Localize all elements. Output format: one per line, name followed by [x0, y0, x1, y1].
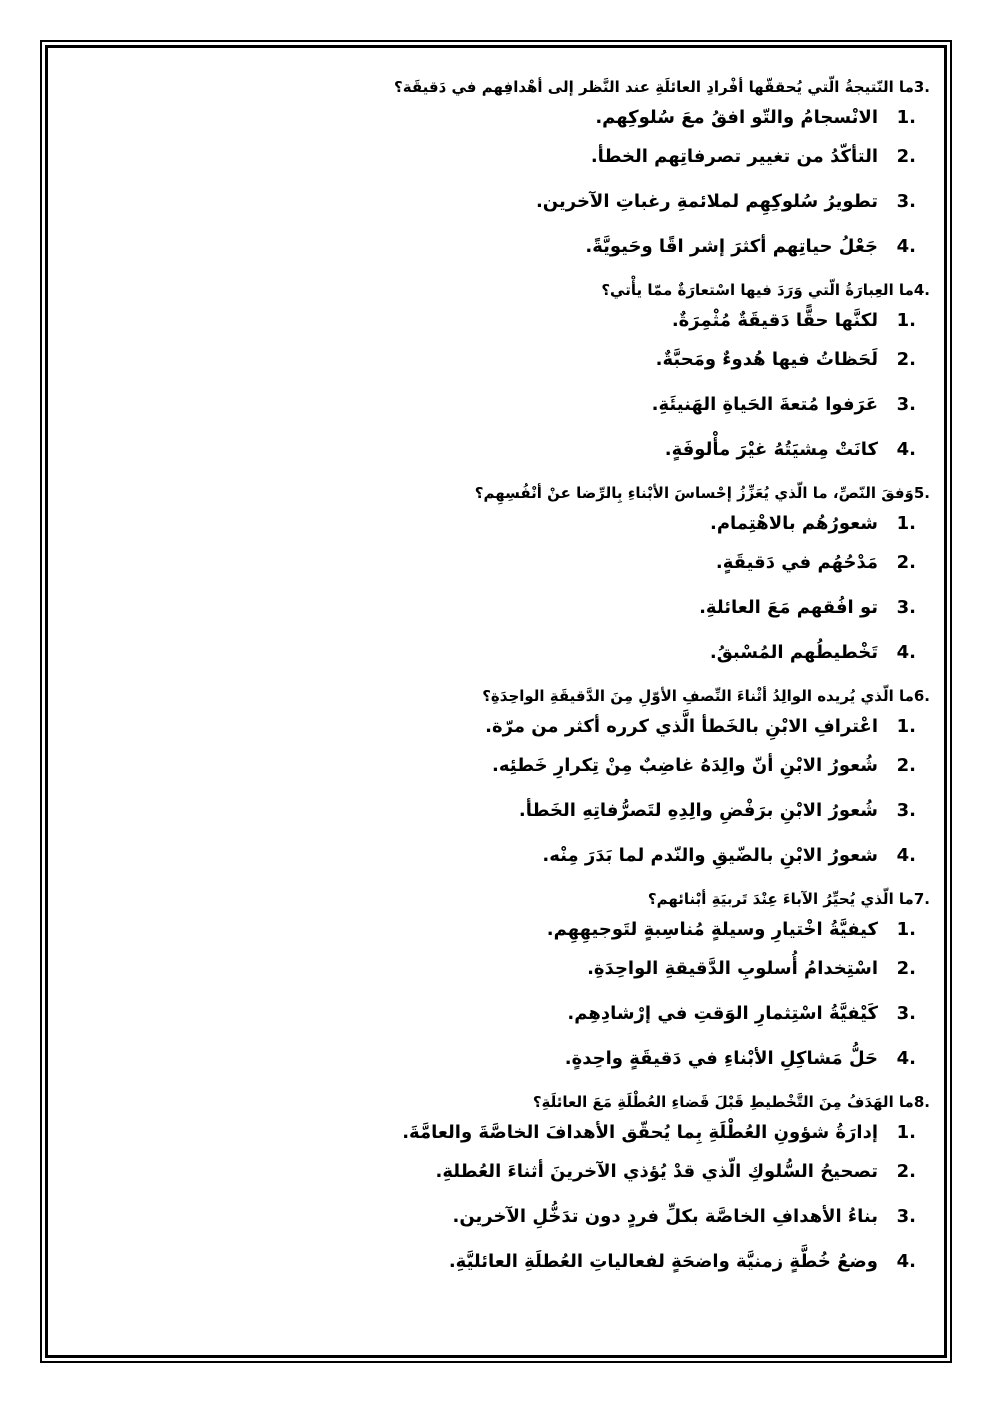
option-text: جَعْلُ حياتِهم أكثرَ إشر اقًا وحَيويَّةً. [585, 236, 878, 257]
question-text: ما العِبارَةُ الّتي وَرَدَ فيها اسْتعارَةٌ ممّا يأْتي؟ [601, 281, 914, 299]
option-text: اعْترافِ الابْنِ بالخَطأ الَّذي كرره أكثر من مرّة. [485, 715, 878, 737]
answer-option[interactable] [70, 1036, 930, 1081]
option-number: 4. [896, 236, 916, 257]
answer-options [70, 1115, 930, 1284]
option-text: وضعُ خُطَّةٍ زمنيَّة واضحَةٍ لفعالياتِ العُطلَةِ العائليَّةِ. [448, 1251, 878, 1272]
answer-option[interactable] [70, 1115, 930, 1149]
question-8 [70, 1089, 930, 1284]
answer-option[interactable] [70, 100, 930, 134]
question-5 [70, 480, 930, 675]
answer-option[interactable] [70, 179, 930, 224]
answer-option[interactable] [70, 946, 930, 991]
question-number: 8. [913, 1093, 930, 1111]
option-number: 4. [896, 1048, 916, 1069]
answer-option[interactable] [70, 1149, 930, 1194]
option-text: شعورُ الابْنِ بالضّيقِ والنّدم لما بَدَرَ مِنْه. [542, 845, 878, 866]
question-7-title [70, 886, 930, 912]
answer-option[interactable] [70, 709, 930, 743]
question-number: 5. [913, 484, 930, 502]
option-text: تو افُقهم مَعَ العائلةِ. [699, 597, 878, 618]
question-number: 6. [913, 687, 930, 705]
question-text: ما الهَدَفُ مِنَ التَّخْطيطِ قَبْلَ قَضاءِ العُطْلَةِ مَعَ العائلَةِ؟ [532, 1093, 914, 1111]
answer-option[interactable] [70, 1194, 930, 1239]
option-text: اسْتِخدامُ أُسلوبِ الدَّقيقةِ الواحِدَةِ. [587, 958, 878, 979]
question-3 [70, 74, 930, 269]
answer-option[interactable] [70, 788, 930, 833]
answer-options [70, 506, 930, 675]
answer-option[interactable] [70, 540, 930, 585]
option-text: إدارَةُ شؤونِ العُطْلَةِ بِما يُحقّق الأهدافَ الخاصَّةَ والعامَّةَ. [402, 1121, 878, 1143]
option-number: 2. [896, 349, 916, 370]
question-number: 7. [913, 890, 930, 908]
option-number: 2. [896, 755, 916, 776]
option-number: 1. [896, 512, 916, 534]
answer-option[interactable] [70, 427, 930, 472]
spacer [70, 878, 930, 886]
question-7 [70, 886, 930, 1081]
question-sheet [70, 74, 930, 1284]
option-text: شُعورُ الابْنِ أنّ والِدَهُ غاضِبٌ مِنْ تِكرارِ خَطئِه. [492, 755, 878, 776]
question-5-title [70, 480, 930, 506]
question-text: ما النّتيجةُ الّتي يُحققّها أفْرادِ العائلَةِ عند النَّظر إلى أهْدافِهم في دَقيقَة؟ [394, 78, 914, 96]
option-number: 1. [896, 715, 916, 737]
option-number: 3. [896, 191, 916, 212]
option-number: 4. [896, 642, 916, 663]
option-number: 2. [896, 1161, 916, 1182]
question-number: 4. [913, 281, 930, 299]
option-number: 1. [896, 106, 916, 128]
option-number: 1. [896, 309, 916, 331]
answer-option[interactable] [70, 303, 930, 337]
option-text: تَخْطيطُهم المُسْبقُ. [709, 642, 878, 663]
option-number: 3. [896, 394, 916, 415]
option-text: التأكّدُ من تغيير تصرفاتِهم الخطأ. [590, 146, 878, 167]
answer-option[interactable] [70, 585, 930, 630]
option-number: 3. [896, 800, 916, 821]
answer-options [70, 912, 930, 1081]
answer-options [70, 709, 930, 878]
answer-option[interactable] [70, 224, 930, 269]
answer-option[interactable] [70, 1239, 930, 1284]
option-number: 2. [896, 552, 916, 573]
option-text: تصحيحُ السُّلوكِ الّذي قدْ يُؤذي الآخرينَ أثناءَ العُطلةِ. [435, 1161, 878, 1182]
answer-options [70, 100, 930, 269]
answer-option[interactable] [70, 743, 930, 788]
question-text: ما الّذي يُريده الوالِدُ أثْناءَ النِّصفِ الأوّلِ مِنَ الدَّقيقَةِ الواحِدَةِ؟ [482, 687, 914, 705]
option-number: 3. [896, 1206, 916, 1227]
question-number: 3. [913, 78, 930, 96]
option-number: 1. [896, 918, 916, 940]
option-number: 3. [896, 597, 916, 618]
option-number: 2. [896, 146, 916, 167]
option-number: 1. [896, 1121, 916, 1143]
option-text: لكنَّها حقًّا دَقيقَةٌ مُثْمِرَةٌ. [671, 309, 878, 331]
option-text: تطويرُ سُلوكِهِم لملائمةِ رغباتِ الآخرين. [535, 191, 878, 212]
answer-option[interactable] [70, 134, 930, 179]
option-text: كانَتْ مِشيَتُهُ غيْرَ مأْلوفَةٍ. [664, 439, 878, 460]
answer-option[interactable] [70, 833, 930, 878]
option-number: 4. [896, 1251, 916, 1272]
question-text: ما الّذي يُحيِّرُ الآباءَ عِنْدَ تَربيَةِ أبْنائهم؟ [647, 890, 914, 908]
answer-option[interactable] [70, 382, 930, 427]
spacer [70, 269, 930, 277]
answer-option[interactable] [70, 337, 930, 382]
question-4-title [70, 277, 930, 303]
question-8-title [70, 1089, 930, 1115]
option-number: 4. [896, 439, 916, 460]
option-text: كيفيَّةُ اخْتيارِ وسيلةٍ مُناسِبةٍ لتَوجيهِهِم. [546, 918, 878, 940]
question-6-title [70, 683, 930, 709]
spacer [70, 1081, 930, 1089]
spacer [70, 675, 930, 683]
answer-option[interactable] [70, 912, 930, 946]
option-text: مَدْحُهُم في دَقيقَةٍ. [715, 552, 878, 573]
option-number: 2. [896, 958, 916, 979]
option-text: حَلُّ مَشاكِلِ الأبْناءِ في دَقيقَةٍ واحِدةٍ. [564, 1048, 878, 1069]
question-text: وَفقَ النّصِّ، ما الّذي يُعَزِّزُ إحْساسَ الأبْناءِ بِالرِّضا عنْ أنْفُسِهِم؟ [474, 484, 914, 502]
option-number: 3. [896, 1003, 916, 1024]
option-text: شُعورُ الابْنِ برَفْضِ والِدِهِ لتَصرُّفاتِهِ الخَطأ. [518, 800, 878, 821]
question-6 [70, 683, 930, 878]
answer-option[interactable] [70, 630, 930, 675]
option-text: عَرَفوا مُتعةَ الحَياةِ الهَنيئَةِ. [651, 394, 878, 415]
option-text: كَيْفيَّةُ اسْتِثمارِ الوَقتِ في إرْشادِهِم. [567, 1003, 878, 1024]
question-4 [70, 277, 930, 472]
option-text: شعورُهُم بالاهْتِمام. [710, 512, 878, 534]
answer-option[interactable] [70, 506, 930, 540]
option-number: 4. [896, 845, 916, 866]
spacer [70, 472, 930, 480]
question-3-title [70, 74, 930, 100]
option-text: لَحَظاتُ فيها هُدوءٌ ومَحبَّةٌ. [655, 349, 878, 370]
answer-options [70, 303, 930, 472]
option-text: بناءُ الأهدافِ الخاصَّة بكلِّ فردٍ دون تدَخُّلِ الآخرين. [452, 1206, 878, 1227]
option-text: الانْسجامُ والتّو افقُ معَ سُلوكِهم. [595, 106, 878, 128]
answer-option[interactable] [70, 991, 930, 1036]
